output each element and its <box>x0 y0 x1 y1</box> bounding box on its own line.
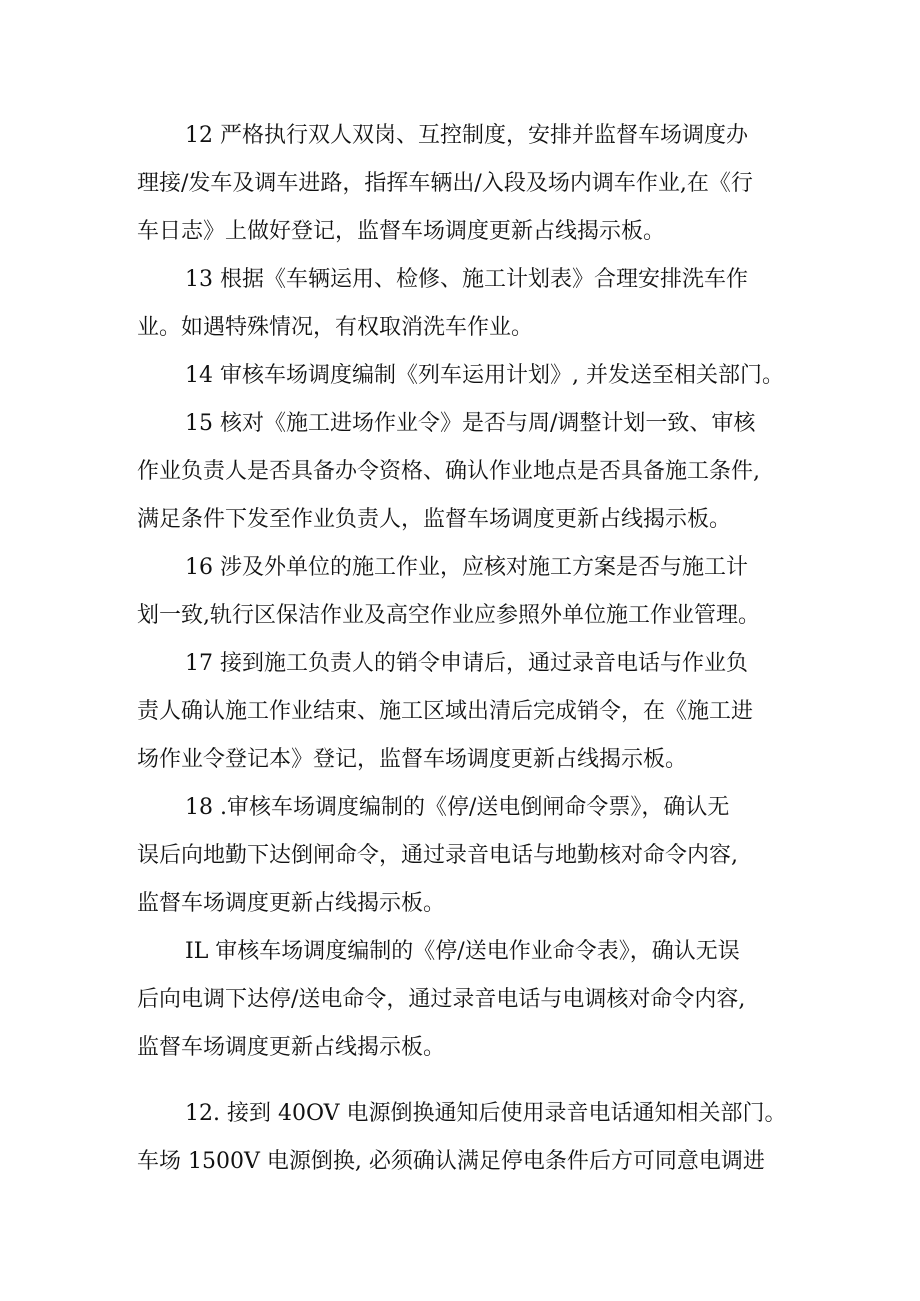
text-line: 满足条件下发至作业负责人，监督车场调度更新占线揭示板。 <box>137 507 732 532</box>
text-line: 12 严格执行双人双岗、互控制度，安排并监督车场调度办 <box>185 123 748 148</box>
text-line: 16 涉及外单位的施工作业，应核对施工方案是否与施工计 <box>185 555 748 580</box>
text-line: 监督车场调度更新占线揭示板。 <box>137 891 446 916</box>
text-line: 后向电调下达停/送电命令，通过录音电话与电调核对命令内容, <box>137 987 746 1012</box>
paragraph-13 <box>137 256 791 352</box>
paragraph-12-power <box>137 1090 791 1186</box>
text-line: 划一致,轨行区保洁作业及高空作业应参照外单位施工作业管理。 <box>137 603 760 628</box>
text-line: IL 审核车场调度编制的《停/送电作业命令表》，确认无误 <box>185 939 740 964</box>
text-line: 17 接到施工负责人的销令申请后，通过录音电话与作业负 <box>185 651 748 676</box>
text-line: 责人确认施工作业结束、施工区域出清后完成销令，在《施工进 <box>137 699 754 724</box>
text-line: 业。如遇特殊情况，有权取消洗车作业。 <box>137 315 534 340</box>
text-line: 监督车场调度更新占线揭示板。 <box>137 1035 446 1060</box>
text-line: 13 根据《车辆运用、检修、施工计划表》合理安排洗车作 <box>185 267 748 292</box>
paragraph-12 <box>137 112 791 256</box>
text-line: 15 核对《施工进场作业令》是否与周/调整计划一致、审核 <box>185 411 756 436</box>
text-line: 12. 接到 40OV 电源倒换通知后使用录音电话通知相关部门。 <box>185 1101 787 1126</box>
document-body <box>137 112 791 1186</box>
text-line: 14 审核车场调度编制《列车运用计划》, 并发送至相关部门。 <box>185 363 784 388</box>
paragraph-il <box>137 928 791 1072</box>
text-line: 车日志》上做好登记，监督车场调度更新占线揭示板。 <box>137 219 666 244</box>
paragraph-14 <box>137 352 791 400</box>
text-line: 18 .审核车场调度编制的《停/送电倒闸命令票》，确认无 <box>185 795 730 820</box>
text-line: 场作业令登记本》登记，监督车场调度更新占线揭示板。 <box>137 747 688 772</box>
paragraph-17 <box>137 640 791 784</box>
text-line: 作业负责人是否具备办令资格、确认作业地点是否具备施工条件, <box>137 459 760 484</box>
paragraph-18 <box>137 784 791 928</box>
text-line: 理接/发车及调车进路，指挥车辆出/入段及场内调车作业,在《行 <box>137 171 753 196</box>
paragraph-16 <box>137 544 791 640</box>
text-line: 误后向地勤下达倒闸命令，通过录音电话与地勤核对命令内容, <box>137 843 738 868</box>
text-line: 车场 1500V 电源倒换, 必须确认满足停电条件后方可同意电调进 <box>137 1149 765 1174</box>
paragraph-15 <box>137 400 791 544</box>
